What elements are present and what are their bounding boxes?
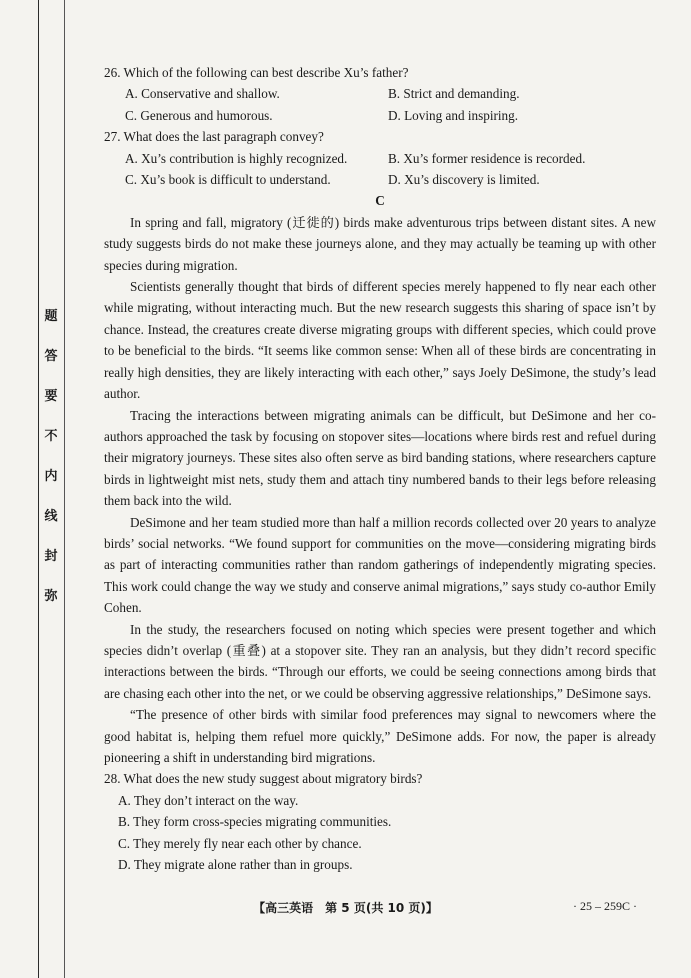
- page-footer: [0, 899, 691, 921]
- question-26-options: [125, 83, 656, 126]
- seal-char: 线: [44, 509, 58, 524]
- seal-char: 封: [44, 549, 58, 564]
- option-c: C. Xu’s book is difficult to understand.: [125, 172, 331, 188]
- seal-char: 弥: [44, 589, 58, 604]
- page-content: [104, 62, 656, 875]
- option-d: D. They migrate alone rather than in groups.: [118, 857, 353, 873]
- margin-seal-text: [41, 310, 61, 630]
- question-27-options: [125, 148, 656, 191]
- question-28-options: [118, 790, 656, 876]
- option-c: C. They merely fly near each other by chance.: [118, 835, 362, 851]
- option-a: A. Conservative and shallow.: [125, 86, 280, 102]
- question-27-stem: 27. What does the last paragraph convey?: [104, 129, 324, 145]
- option-d: D. Xu’s discovery is limited.: [388, 172, 540, 188]
- option-b: B. They form cross-species migrating communities.: [118, 814, 392, 830]
- option-a: A. They don’t interact on the way.: [118, 792, 299, 808]
- passage-paragraph: Tracing the interactions between migrating animals can be difficult, but DeSimone and her co-authors approached the task by focusing on stopover sites—locations where birds rest and refuel during their migratory journeys. These sites also often serve as bird banding stations, where researchers capture birds in lightweight mist nets, study them and attach tiny numbered bands to their legs before releasing them back into the wild.: [104, 407, 656, 509]
- footer-page-title: 【高三英语 第 5 页(共 10 页)】: [253, 901, 438, 915]
- seal-char: 内: [44, 469, 58, 484]
- seal-char: 题: [44, 309, 58, 324]
- seal-char: 答: [44, 349, 58, 364]
- option-c: C. Generous and humorous.: [125, 107, 273, 123]
- option-b: B. Xu’s former residence is recorded.: [388, 150, 586, 166]
- section-heading: C: [375, 193, 385, 209]
- passage-paragraph: DeSimone and her team studied more than half a million records collected over 20 years to analyze birds’ social networks. “We found support for communities on the move—considering migrating birds as part of interacting communities rather than random gatherings of independently migrating species. This work could change the way we study and conserve animal migrations,” says study co-author Emily Cohen.: [104, 514, 656, 616]
- question-26-stem: 26. Which of the following can best describe Xu’s father?: [104, 65, 409, 80]
- seal-char: 要: [44, 389, 58, 404]
- question-28-stem: 28. What does the new study suggest about migratory birds?: [104, 771, 423, 787]
- option-a: A. Xu’s contribution is highly recognized.: [125, 150, 348, 166]
- footer-exam-code: · 25 – 259C ·: [573, 899, 637, 913]
- passage-paragraph: In spring and fall, migratory (迁徙的) birds make adventurous trips between distant sites. A new study suggests birds do not make these journeys alone, and they may actually be teaming up with other species during migration.: [104, 214, 656, 273]
- seal-char: 不: [44, 429, 58, 444]
- passage-paragraph: Scientists generally thought that birds of different species merely happened to fly near each other while migrating, without interacting much. But the new research suggests this sharing of space isn’t by chance. Instead, the creatures create diverse migrating groups with different species, which could prove to be beneficial to the birds. “It seems like common sense: When all of these birds are concentrating in really high densities, they are likely interacting with each other,” says Joely DeSimone, the study’s lead author.: [104, 279, 656, 402]
- passage-paragraph: In the study, the researchers focused on noting which species were present together and which species didn’t overlap (重叠) at a stopover site. They ran an analysis, but they didn’t record specific interactions between the birds. “Through our efforts, we could be seeing connections among birds that are chasing each other into the net, or we could be observing aggressive relationships,” DeSimone says.: [104, 621, 656, 701]
- option-b: B. Strict and demanding.: [388, 86, 520, 102]
- binding-line-inner: [64, 0, 65, 978]
- passage-paragraph: “The presence of other birds with similar food preferences may signal to newcomers where the good habitat is, helping them refuel more quickly,” DeSimone adds. For now, the paper is already pioneering a shift in understanding bird migrations.: [104, 707, 656, 765]
- binding-line: [38, 0, 39, 978]
- option-d: D. Loving and inspiring.: [388, 107, 519, 123]
